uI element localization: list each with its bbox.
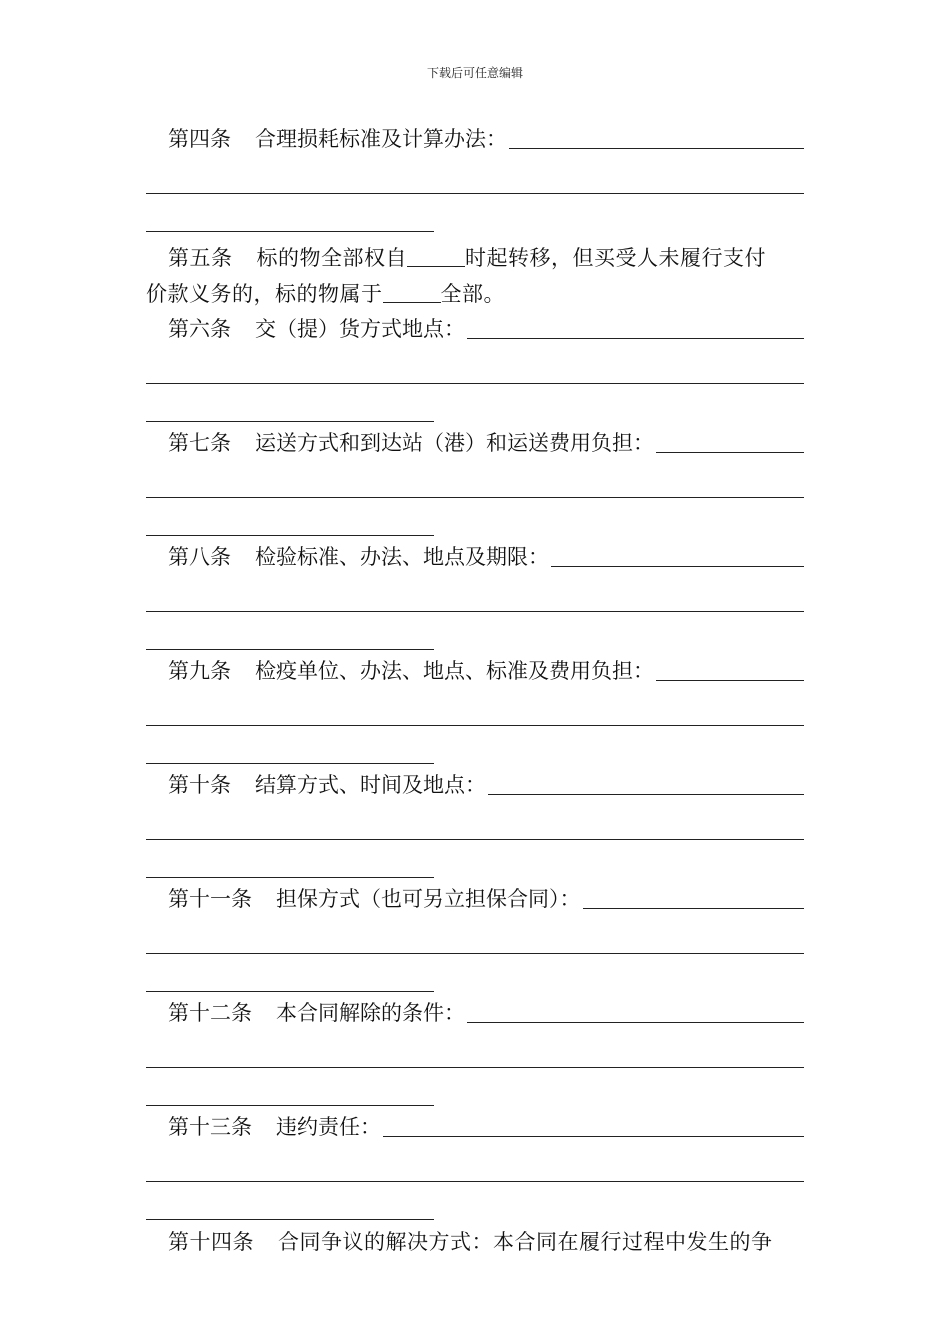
blank-line[interactable] [488,794,804,795]
blank-line[interactable] [146,384,434,422]
clause-14 [146,1222,804,1260]
clause-4 [146,120,804,232]
clause-8 [146,538,804,650]
blank-line[interactable] [583,908,805,909]
blank-line[interactable] [656,680,804,681]
clause-12 [146,994,804,1106]
contract-body [146,118,804,1260]
clause-13 [146,1108,804,1220]
clause-number: 第八条 [168,545,231,569]
clause-number: 第十条 [168,773,231,797]
blank-line[interactable] [146,726,434,764]
blank-line[interactable] [146,498,434,536]
blank-line[interactable] [146,612,434,650]
clause-title: 运送方式和到达站（港）和运送费用负担： [255,431,654,455]
clause-number: 第五条 [168,246,233,270]
blank-line[interactable] [509,148,804,149]
clause-title: 结算方式、时间及地点： [255,773,486,797]
blank-line[interactable] [146,954,434,992]
clause-number: 第十三条 [168,1115,252,1139]
clause-title: 交（提）货方式地点： [255,317,465,341]
clause-number: 第十二条 [168,1001,252,1025]
blank-line[interactable] [146,1182,434,1220]
blank-line[interactable] [146,1030,804,1068]
blank-line[interactable] [467,338,804,339]
clause-9 [146,652,804,764]
clause-6 [146,310,804,422]
clause-5 [146,238,804,310]
clause-title: 担保方式（也可另立担保合同）： [276,887,581,911]
blank-line[interactable] [146,688,804,726]
clause-title: 检疫单位、办法、地点、标准及费用负担： [255,659,654,683]
blank-line[interactable] [146,802,804,840]
clause-text: 标的物全部权自 [256,246,407,270]
blank-line[interactable] [146,156,804,194]
blank-line[interactable] [467,1022,804,1023]
blank-field[interactable] [383,284,441,303]
clause-10 [146,766,804,878]
clause-title: 违约责任： [276,1115,381,1139]
clause-number: 第七条 [168,431,231,455]
clause-number: 第十一条 [168,887,252,911]
blank-line[interactable] [146,1068,434,1106]
clause-7 [146,424,804,536]
clause-number: 第九条 [168,659,231,683]
clause-number: 第四条 [168,127,231,151]
clause-text: 价款义务的，标的物属于 [146,282,383,306]
blank-line[interactable] [146,460,804,498]
clause-title: 检验标准、办法、地点及期限： [255,545,549,569]
blank-line[interactable] [146,194,434,232]
clause-text: 时起转移，但买受人未履行支付 [465,246,766,270]
blank-line[interactable] [383,1136,804,1137]
blank-line[interactable] [146,346,804,384]
blank-field[interactable] [407,248,465,267]
clause-title: 合理损耗标准及计算办法： [255,127,507,151]
clause-title: 本合同解除的条件： [276,1001,465,1025]
blank-line[interactable] [146,1144,804,1182]
clause-number: 第十四条 [168,1230,254,1254]
blank-line[interactable] [656,452,804,453]
clause-text: 全部。 [440,282,505,306]
blank-line[interactable] [551,566,804,567]
page-header-note: 下载后可任意编辑 [426,66,523,80]
blank-line[interactable] [146,574,804,612]
clause-text: 合同争议的解决方式：本合同在履行过程中发生的争 [278,1230,773,1254]
blank-line[interactable] [146,916,804,954]
clause-number: 第六条 [168,317,231,341]
blank-line[interactable] [146,840,434,878]
clause-11 [146,880,804,992]
